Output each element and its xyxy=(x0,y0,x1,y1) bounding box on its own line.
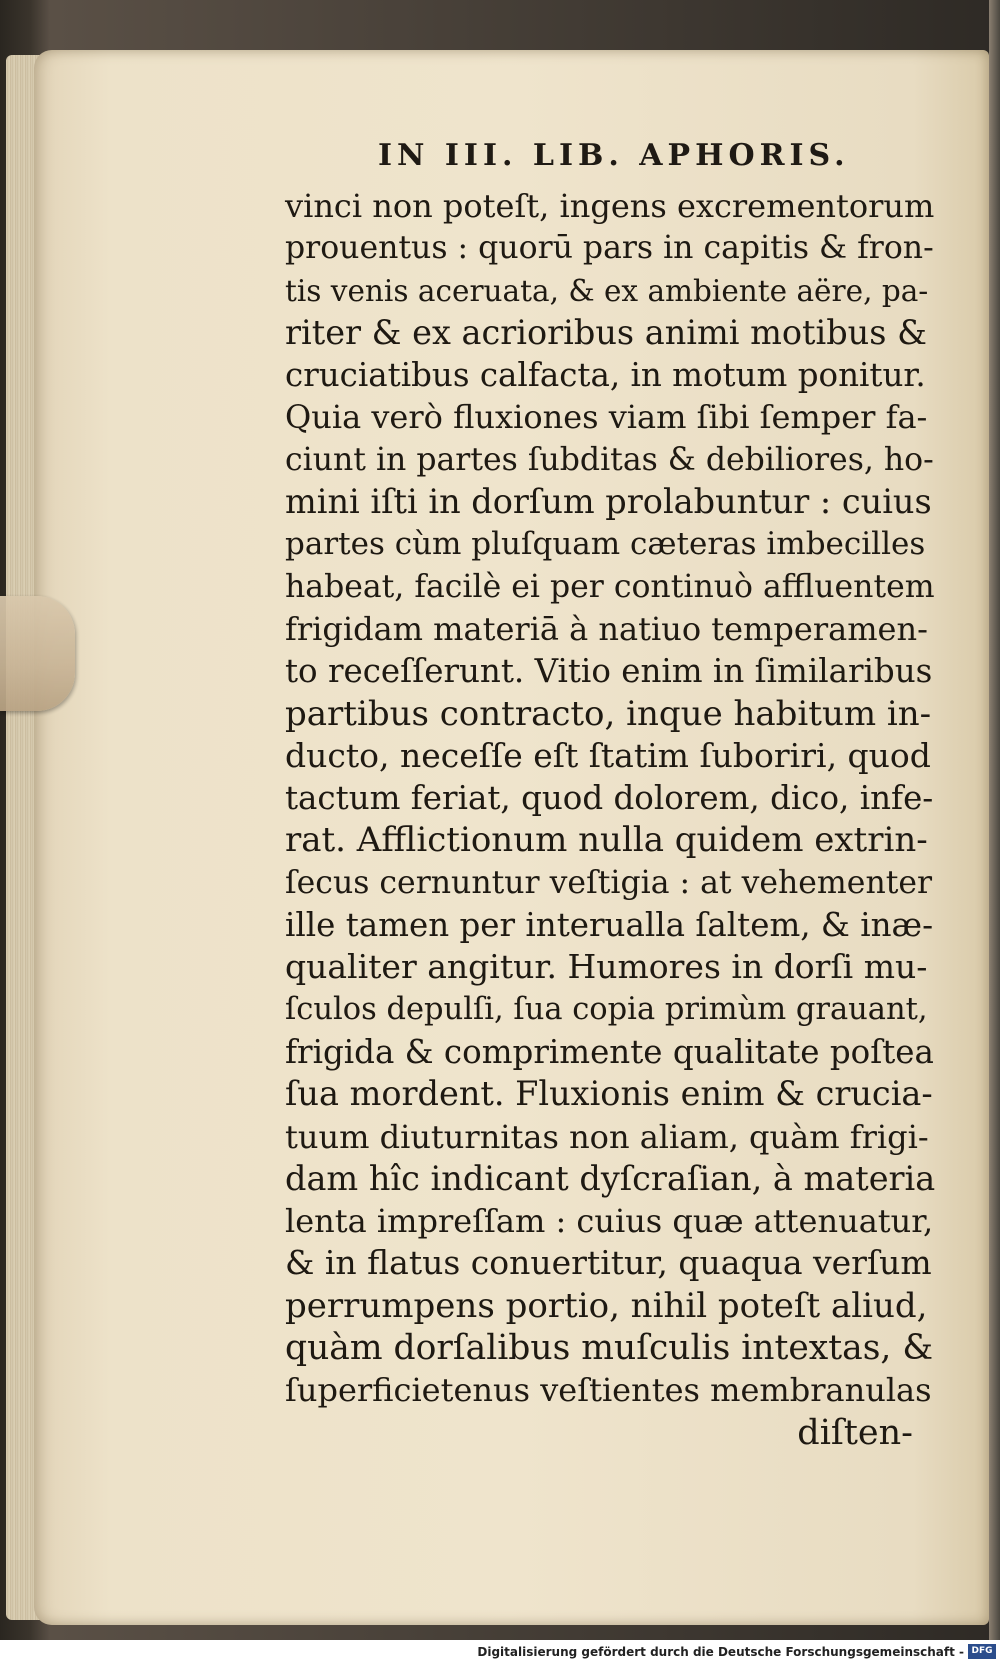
text-line: quàm dorſalibus muſculis intextas, & xyxy=(285,1328,934,1369)
text-line: vinci non poteſt, ingens excrementorum xyxy=(285,187,935,225)
text-line: ſua mordent. Fluxionis enim & crucia- xyxy=(285,1074,933,1114)
book-spine-edge xyxy=(989,0,1000,1640)
text-line: prouentus : quorū pars in capitis & fron- xyxy=(285,230,934,267)
text-line: tis venis aceruata, & ex ambiente aëre, pa- xyxy=(285,273,929,308)
text-line: ſecus cernuntur veſtigia : at vehementer xyxy=(285,864,933,901)
text-line: Quia verò fluxiones viam ſibi ſemper fa- xyxy=(285,398,928,437)
page-clip xyxy=(0,596,75,711)
text-line: habeat, facilè ei per continuò affluentem xyxy=(285,568,935,605)
footer-bar xyxy=(0,1640,1000,1665)
text-line: frigida & comprimente qualitate poſtea xyxy=(285,1032,934,1071)
text-line: ſculos depulſi, ſua copia primùm grauant, xyxy=(285,991,928,1027)
text-line: partibus contracto, inque habitum in- xyxy=(285,693,932,734)
text-line: ciunt in partes ſubditas & debiliores, ho- xyxy=(285,441,934,478)
text-line: perrumpens portio, nihil poteſt aliud, xyxy=(285,1285,928,1326)
text-line: partes cùm pluſquam cæteras imbecilles xyxy=(285,526,926,563)
text-line: tactum feriat, quod dolorem, dico, infe- xyxy=(285,779,934,818)
text-line: cruciatibus calfacta, in motum ponitur. xyxy=(285,356,926,395)
catchword: diſten- xyxy=(797,1412,913,1453)
text-line: tuum diuturnitas non aliam, quàm frigi- xyxy=(285,1117,929,1156)
funding-credit: Digitalisierung gefördert durch die Deutsche Forschungsgemeinschaft - xyxy=(477,1645,964,1659)
text-line: rat. Afflictionum nulla quidem extrin- xyxy=(285,820,928,861)
text-line: & in flatus conuertitur, quaqua verſum xyxy=(285,1243,932,1283)
text-line: ille tamen per interualla ſaltem, & inæ- xyxy=(285,906,934,945)
text-line: ſuperficietenus veſtientes membranulas xyxy=(285,1371,932,1410)
text-line: riter & ex acrioribus animi motibus & xyxy=(285,312,927,352)
text-line: ducto, neceſſe eſt ſtatim ſuboriri, quod xyxy=(285,735,931,775)
text-line: lenta impreſſam : cuius quæ attenuatur, xyxy=(285,1202,934,1241)
text-line: dam hîc indicant dyſcraſian, à materia xyxy=(285,1158,936,1198)
text-line: qualiter angitur. Humores in dorſi mu- xyxy=(285,947,928,987)
text-line: frigidam materiā à natiuo temperamen- xyxy=(285,609,928,648)
running-head: IN III. LIB. APHORIS. xyxy=(378,138,850,173)
text-line: to receſſerunt. Vitio enim in ſimilaribus xyxy=(285,652,933,691)
text-block xyxy=(285,185,935,1454)
dfg-logo-icon: DFG xyxy=(968,1644,996,1659)
text-line: mini iſti in dorſum prolabuntur : cuius xyxy=(285,482,932,522)
